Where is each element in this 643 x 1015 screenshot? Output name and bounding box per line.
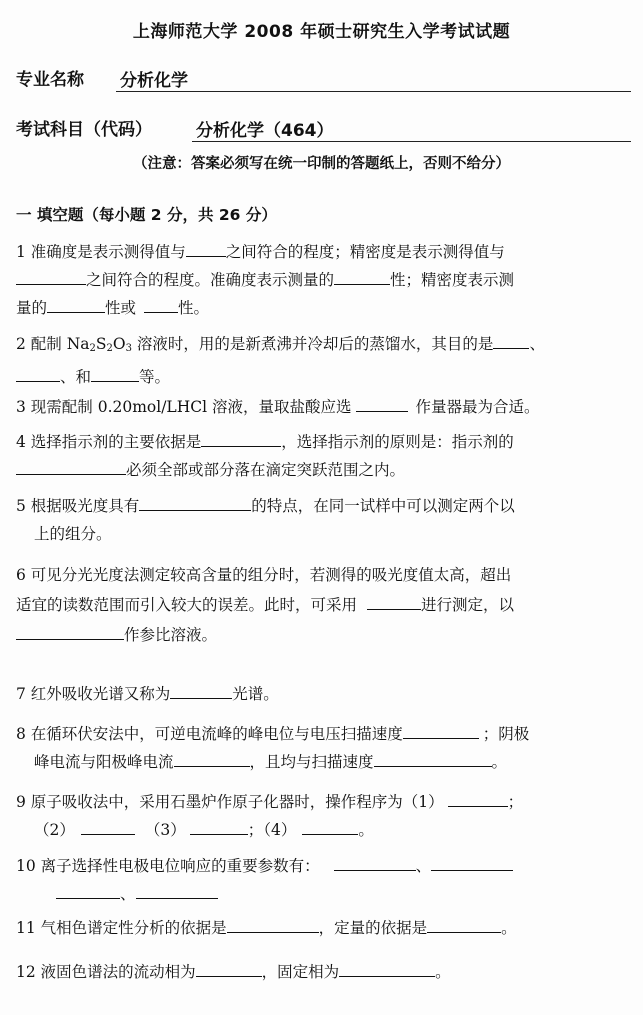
q5-blank-1 — [139, 495, 251, 511]
q2-blank-1 — [493, 333, 529, 349]
q9-text-e: ；（4） — [247, 821, 297, 839]
q1-blank-3 — [334, 269, 390, 285]
q6-blank-1 — [367, 594, 421, 610]
exam-title: 上海师范大学 2008 年硕士研究生入学考试试题 — [132, 22, 511, 42]
q1-blank-2 — [16, 269, 86, 285]
q4-blank-2 — [16, 459, 126, 475]
q12-text-b: ，固定相为 — [261, 963, 340, 981]
q12-text-c: 。 — [435, 963, 451, 981]
major-row — [16, 70, 631, 90]
q9-blank-3 — [190, 819, 248, 835]
q11-text-c: 。 — [501, 919, 517, 937]
q4-text-c: 必须全部或部分落在滴定突跃范围之内。 — [126, 461, 406, 479]
q10-blank-3 — [56, 883, 120, 899]
question-2 — [16, 330, 631, 391]
q4-text-a: 4 选择指示剂的主要依据是 — [16, 433, 202, 451]
q2-blank-3 — [91, 366, 139, 382]
q9-blank-1 — [448, 791, 508, 807]
q1-blank-5 — [144, 297, 178, 313]
subject-label: 考试科目（代码） — [16, 120, 152, 140]
q7-blank-1 — [170, 683, 232, 699]
q12-blank-2 — [339, 961, 435, 977]
q10-blank-4 — [136, 883, 218, 899]
subject-value: 分析化学（464） — [192, 121, 631, 142]
q8-blank-1 — [403, 723, 479, 739]
q2-sub-2: 2 — [106, 343, 113, 354]
q10-blank-1 — [334, 855, 416, 871]
q3-blank-1 — [356, 396, 408, 412]
q1-blank-1 — [186, 241, 226, 257]
q8-text-e: 。 — [491, 753, 508, 771]
q8-text-c: 峰电流与阳极峰电流 — [34, 753, 174, 771]
question-1 — [16, 238, 631, 322]
major-label: 专业名称 — [16, 70, 84, 90]
q1-text-g: 性。 — [178, 299, 210, 317]
q8-text-d: ，且均与扫描速度 — [249, 753, 374, 771]
q8-text-b: ；阴极 — [482, 725, 530, 743]
q1-text-d: 性；精密度表示测 — [390, 271, 515, 289]
q4-blank-1 — [201, 431, 281, 447]
q9-text-d: （3） — [144, 821, 186, 839]
q1-text-f: 性或 — [105, 299, 137, 317]
question-4 — [16, 428, 631, 484]
q10-text-b: 、 — [415, 857, 432, 875]
q8-blank-2 — [174, 751, 250, 767]
q1-text-b: 之间符合的程度；精密度是表示测得值与 — [225, 243, 505, 261]
question-10 — [16, 852, 631, 908]
major-value: 分析化学 — [116, 71, 631, 92]
q7-text-b: 光谱。 — [232, 685, 279, 703]
q2-blank-2 — [16, 366, 60, 382]
q12-text-a: 12 液固色谱法的流动相为 — [16, 963, 196, 981]
q3-text-a: 3 现需配制 0.20mol/LHCl 溶液，量取盐酸应选 — [16, 398, 352, 416]
q2-sub-1: 2 — [89, 343, 96, 354]
q2-sub-3: 3 — [125, 343, 132, 354]
question-11 — [16, 914, 631, 942]
question-5 — [16, 492, 631, 548]
question-8 — [16, 720, 631, 776]
q6-text-b: 适宜的读数范围而引入较大的误差。此时，可采用 — [16, 596, 358, 614]
q2-text-g: 等。 — [139, 368, 171, 386]
q6-text-d: 作参比溶液。 — [124, 626, 218, 644]
q5-text-b: 的特点，在同一试样中可以测定两个以 — [251, 497, 515, 515]
q8-text-a: 8 在循环伏安法中，可逆电流峰的峰电位与电压扫描速度 — [16, 725, 403, 743]
q1-blank-4 — [47, 297, 105, 313]
section-heading-text: 一 填空题（每小题 2 分，共 26 分） — [16, 206, 277, 224]
q2-text-a: 2 配制 Na — [16, 335, 90, 353]
q9-blank-2 — [81, 819, 135, 835]
q7-text-a: 7 红外吸收光谱又称为 — [16, 685, 171, 703]
q11-text-b: ，定量的依据是 — [318, 919, 428, 937]
q6-blank-2 — [16, 624, 124, 640]
q11-blank-1 — [227, 917, 319, 933]
question-7 — [16, 680, 631, 708]
q1-text-e: 量的 — [16, 299, 48, 317]
subject-row — [16, 120, 631, 140]
q11-text-a: 11 气相色谱定性分析的依据是 — [16, 919, 227, 937]
q10-blank-2 — [431, 855, 513, 871]
question-12 — [16, 958, 631, 986]
q1-text-a: 1 准确度是表示测得值与 — [16, 243, 186, 261]
q12-blank-1 — [196, 961, 262, 977]
q6-text-c: 进行测定，以 — [421, 596, 515, 614]
q2-text-b: S — [95, 335, 107, 353]
question-9 — [16, 788, 631, 844]
q4-text-b: ，选择指示剂的原则是：指示剂的 — [281, 433, 514, 451]
q10-text-a: 10 离子选择性电极电位响应的重要参数有： — [16, 857, 320, 875]
q9-text-c: （2） — [34, 821, 75, 839]
q2-text-d: 溶液时，用的是新煮沸并冷却后的蒸馏水，其目的是 — [132, 335, 494, 353]
q2-text-e: 、 — [529, 335, 545, 353]
q5-text-c: 上的组分。 — [34, 525, 112, 543]
q9-text-f: 。 — [358, 821, 374, 839]
q9-blank-4 — [302, 819, 358, 835]
q9-text-b: ； — [507, 793, 524, 811]
question-3 — [16, 393, 631, 421]
section-heading — [16, 206, 277, 225]
q3-text-b: 作量器最为合适。 — [415, 398, 540, 416]
q8-blank-3 — [374, 751, 492, 767]
q6-text-a: 6 可见分光光度法测定较高含量的组分时，若测得的吸光度值太高，超出 — [16, 566, 512, 584]
q2-text-f: 、和 — [60, 368, 92, 386]
q5-text-a: 5 根据吸光度具有 — [16, 497, 140, 515]
question-6 — [16, 560, 631, 650]
q11-blank-2 — [427, 917, 501, 933]
q2-text-c: O — [112, 335, 126, 353]
q10-text-c: 、 — [120, 885, 136, 903]
notice-text: （注意：答案必须写在统一印制的答题纸上，否则不给分） — [133, 156, 510, 172]
q9-text-a: 9 原子吸收法中，采用石墨炉作原子化器时，操作程序为（1） — [16, 793, 444, 811]
q1-text-c: 之间符合的程度。准确度表示测量的 — [86, 271, 335, 289]
